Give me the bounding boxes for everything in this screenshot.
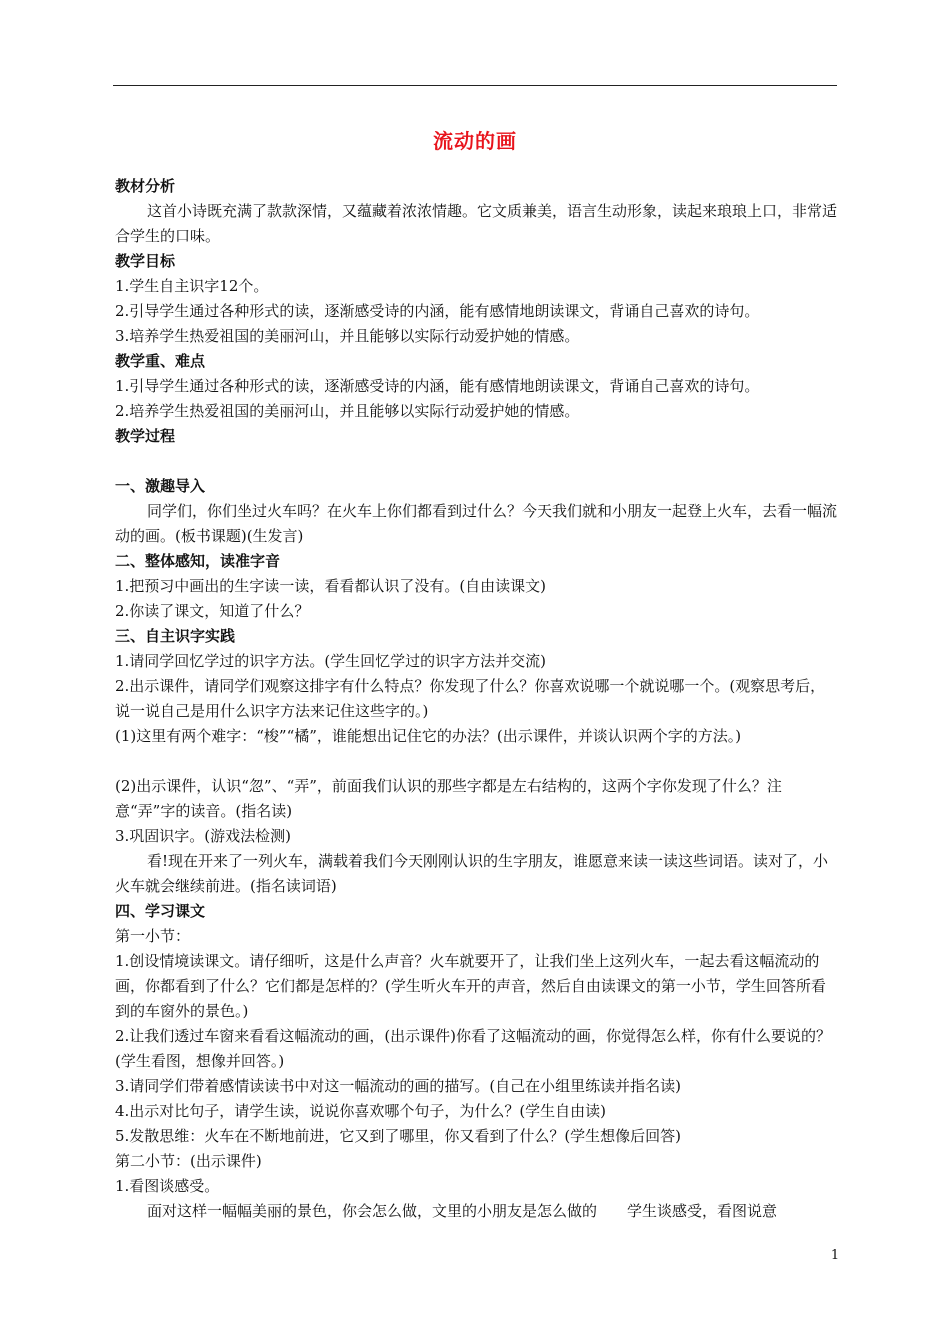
- paragraph: 面对这样一幅幅美丽的景色，你会怎么做，文里的小朋友是怎么做的 学生谈感受，看图说意: [147, 1202, 778, 1220]
- section-heading: 四、学习课文: [115, 902, 206, 920]
- list-item: 1.请同学回忆学过的识字方法。(学生回忆学过的识字方法并交流): [115, 652, 547, 670]
- list-item: (2)出示课件，认识“忽”、“弄”，前面我们认识的那些字都是左右结构的，这两个字你发现了什么？注意“弄”字的读音。(指名读): [115, 777, 782, 820]
- paragraph: 这首小诗既充满了款款深情，又蕴藏着浓浓情趣。它文质兼美，语言生动形象，读起来琅琅上口，非常适合学生的口味。: [115, 202, 838, 245]
- list-item: 3.请同学们带着感情读读书中对这一幅流动的画的描写。(自己在小组里练读并指名读): [115, 1077, 682, 1095]
- list-item: 2.出示课件，请同学们观察这排字有什么特点？你发现了什么？你喜欢说哪一个就说哪一个。(观察思考后，说一说自己是用什么识字方法来记住这些字的。): [115, 677, 826, 720]
- list-item: 1.学生自主识字12个。: [115, 277, 269, 295]
- header-rule: [113, 85, 837, 86]
- page-number: 1: [830, 1248, 840, 1263]
- section-heading: 教材分析: [115, 177, 176, 195]
- list-item: 5.发散思维：火车在不断地前进，它又到了哪里，你又看到了什么？(学生想像后回答): [115, 1127, 682, 1145]
- paragraph: 同学们，你们坐过火车吗？在火车上你们都看到过什么？今天我们就和小朋友一起登上火车，去看一幅流动的画。(板书课题)(生发言): [115, 502, 838, 545]
- spacer: [115, 449, 840, 474]
- section-heading: 一、激趣导入: [115, 477, 206, 495]
- list-item: 1.创设情境读课文。请仔细听，这是什么声音？火车就要开了，让我们坐上这列火车，一起去看这幅流动的画，你都看到了什么？它们都是怎样的？(学生听火车开的声音，然后自由读课文的第一小节，学生回答所看到的车窗外的景色。): [115, 952, 826, 1020]
- section-heading: 教学过程: [115, 427, 176, 445]
- document-title: 流动的画: [433, 129, 517, 153]
- list-item: 2.培养学生热爱祖国的美丽河山，并且能够以实际行动爱护她的情感。: [115, 402, 580, 420]
- list-item: 4.出示对比句子，请学生读，说说你喜欢哪个句子，为什么？(学生自由读): [115, 1102, 607, 1120]
- paragraph: 看!现在开来了一列火车，满载着我们今天刚刚认识的生字朋友，谁愿意来读一读这些词语。读对了，小火车就会继续前进。(指名读词语): [115, 852, 829, 895]
- list-item: 3.巩固识字。(游戏法检测): [115, 827, 292, 845]
- section-heading: 教学重、难点: [115, 352, 206, 370]
- list-item: 2.你读了课文，知道了什么？: [115, 602, 310, 620]
- list-item: 2.让我们透过车窗来看看这幅流动的画，(出示课件)你看了这幅流动的画，你觉得怎么样，你有什么要说的？(学生看图，想像并回答。): [115, 1027, 832, 1070]
- section-heading: 教学目标: [115, 252, 176, 270]
- list-item: 1.看图谈感受。: [115, 1177, 220, 1195]
- document-body: [115, 174, 840, 1224]
- section-heading: 三、自主识字实践: [115, 627, 236, 645]
- list-item: 2.引导学生通过各种形式的读，逐渐感受诗的内涵，能有感情地朗读课文，背诵自己喜欢的诗句。: [115, 302, 760, 320]
- list-item: 3.培养学生热爱祖国的美丽河山，并且能够以实际行动爱护她的情感。: [115, 327, 580, 345]
- subsection-label: 第二小节：(出示课件): [115, 1152, 262, 1170]
- section-heading: 二、整体感知，读准字音: [115, 552, 281, 570]
- spacer: [115, 749, 840, 774]
- subsection-label: 第一小节：: [115, 927, 191, 945]
- list-item: (1)这里有两个难字：“梭”“橘”，谁能想出记住它的办法？(出示课件，并谈认识两个字的方法。): [115, 727, 742, 745]
- list-item: 1.引导学生通过各种形式的读，逐渐感受诗的内涵，能有感情地朗读课文，背诵自己喜欢的诗句。: [115, 377, 760, 395]
- list-item: 1.把预习中画出的生字读一读，看看都认识了没有。(自由读课文): [115, 577, 547, 595]
